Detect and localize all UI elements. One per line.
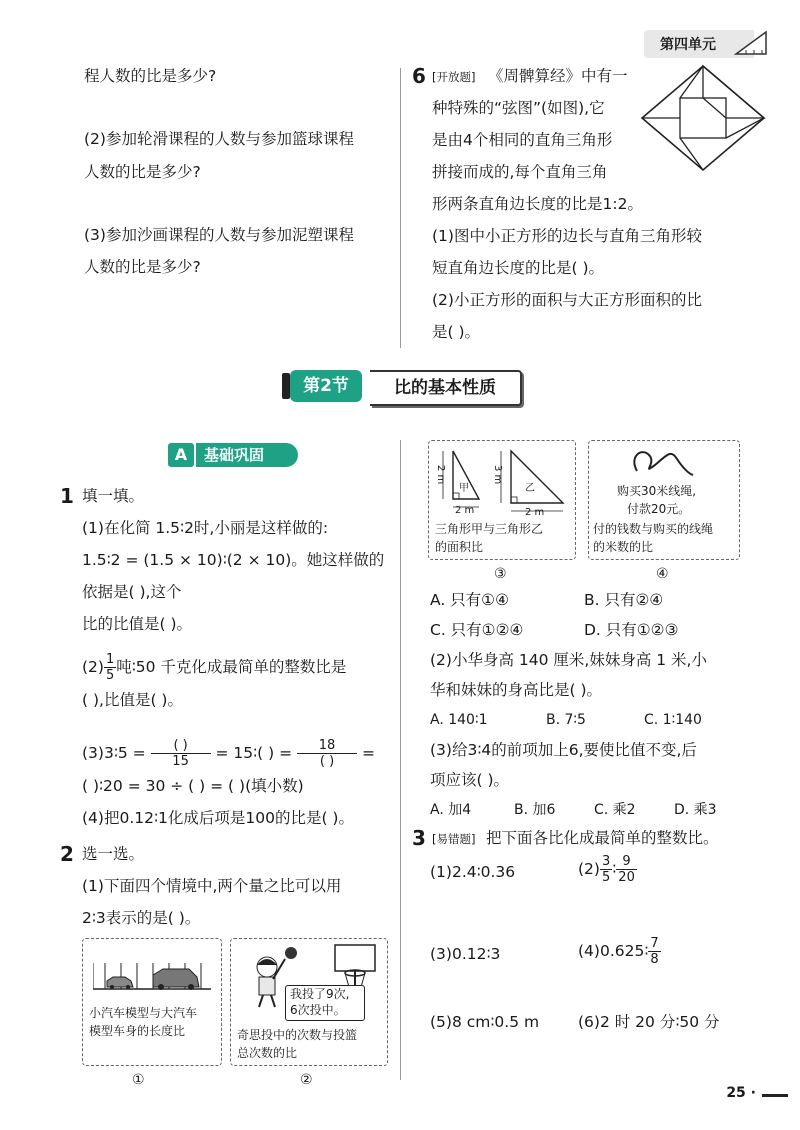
speech-bubble xyxy=(285,985,365,1021)
q6-line-7: 短直角边长度的比是( )。 xyxy=(432,259,605,277)
xiantu-figure xyxy=(640,64,766,172)
q2-b-line-1: (2)小华身高 140 厘米,妹妹身高 1 米,小 xyxy=(430,651,707,669)
speech-line-1: 我投了9次, xyxy=(290,987,350,1001)
q1-c-middle: = 15∶( ) = xyxy=(215,744,293,762)
q6-line-3: 是由4个相同的直角三角形 xyxy=(432,131,613,149)
box4-caption-2: 的米数的比 xyxy=(593,540,654,554)
speech-line-2: 6次投中。 xyxy=(290,1003,346,1017)
question-1-number: 1 xyxy=(60,484,74,508)
q1-c-line-2: ( )∶20 = 30 ÷ ( ) = ( )(填小数) xyxy=(82,777,304,795)
q3-p4-den: 8 xyxy=(650,952,659,967)
q3-part-4-fraction xyxy=(648,936,660,967)
left-text-5: 人数的比是多少? xyxy=(84,258,201,276)
option-box-3 xyxy=(428,440,576,560)
box4-line-2: 付款20元。 xyxy=(627,502,691,516)
q1-a-line-1: (1)在化简 1.5∶2时,小丽是这样做的: xyxy=(82,519,329,537)
q2-1-option-a[interactable]: A. 只有①④ xyxy=(430,591,509,609)
q2-3-option-b[interactable]: B. 加6 xyxy=(514,802,556,818)
q1-c-fraction-2 xyxy=(297,738,357,769)
column-divider-bottom xyxy=(400,440,401,1080)
box3-label-a: 甲 xyxy=(459,483,469,494)
q3-p2-b-num: 9 xyxy=(616,854,637,870)
q3-part-4-prefix: (4)0.625∶ xyxy=(578,942,649,960)
box3-label: ③ xyxy=(494,566,507,582)
q2-title: 选一选。 xyxy=(82,845,145,863)
q2-a-line-1: (1)下面四个情境中,两个量之比可以用 xyxy=(82,877,342,895)
q3-part-3: (3)0.12∶3 xyxy=(430,945,501,963)
page-number-bar xyxy=(762,1094,788,1097)
q3-part-5: (5)8 cm∶0.5 m xyxy=(430,1013,540,1031)
box4-line-1: 购买30米线绳, xyxy=(617,484,697,498)
q2-2-option-c[interactable]: C. 1∶140 xyxy=(644,712,702,728)
q6-line-9: 是( )。 xyxy=(432,323,481,341)
section-title: 比的基本性质 xyxy=(370,370,522,406)
q3-part-4 xyxy=(578,936,661,967)
q3-part-2-prefix: (2) xyxy=(578,860,600,878)
q1-b-numerator: 1 xyxy=(105,652,115,667)
option-box-2 xyxy=(230,938,388,1066)
left-text-1: 程人数的比是多少? xyxy=(84,67,217,85)
ruler-icon xyxy=(734,28,770,58)
box2-caption-1: 奇思投中的次数与投篮 xyxy=(237,1028,358,1042)
option-box-1 xyxy=(82,938,222,1066)
q3-part-6: (6)2 时 20 分∶50 分 xyxy=(578,1013,720,1031)
q3-part-1: (1)2.4∶0.36 xyxy=(430,863,516,881)
q2-1-option-c[interactable]: C. 只有①②④ xyxy=(430,621,524,639)
box4-caption-1: 付的钱数与购买的线绳 xyxy=(593,522,714,536)
box1-caption-1: 小汽车模型与大汽车 xyxy=(89,1006,198,1020)
q3-p2-b-den: 20 xyxy=(618,870,635,885)
subsection-letter: A xyxy=(168,443,194,467)
q1-b-suffix: 吨∶50 千克化成最简单的整数比是 xyxy=(116,658,347,676)
q1-c-fraction-1 xyxy=(151,738,211,769)
q1-c-equals: = xyxy=(362,744,375,762)
q1-c-frac1-num: ( ) xyxy=(151,738,211,754)
box3-dim-1: 2 m xyxy=(435,465,446,485)
q1-b-prefix: (2) xyxy=(82,658,104,676)
box3-caption-1: 三角形甲与三角形乙 xyxy=(435,522,544,536)
q3-p2-a-num: 3 xyxy=(601,854,611,869)
q1-a-line-3: 依据是( ),这个 xyxy=(82,583,182,601)
q3-part-2-fraction-b xyxy=(616,854,637,885)
q6-line-6: (1)图中小正方形的边长与直角三角形较 xyxy=(432,227,702,245)
q1-d-line: (4)把0.12∶1化成后项是100的比是( )。 xyxy=(82,809,354,827)
q3-title: 把下面各比化成最简单的整数比。 xyxy=(486,829,719,847)
section-decoration xyxy=(282,373,290,399)
question-2-number: 2 xyxy=(60,842,74,866)
q1-c-frac1-den: 15 xyxy=(172,754,189,769)
q1-c-line-1 xyxy=(82,738,375,769)
q2-a-line-2: 2∶3表示的是( )。 xyxy=(82,909,201,927)
q2-3-option-c[interactable]: C. 乘2 xyxy=(594,802,636,818)
left-text-3: 人数的比是多少? xyxy=(84,163,201,181)
car-models-illustration xyxy=(93,953,211,993)
box2-caption-2: 总次数的比 xyxy=(237,1046,298,1060)
q6-line-5: 形两条直角边长度的比是1:2。 xyxy=(432,195,643,213)
column-divider-top xyxy=(400,68,401,348)
box3-dim-3: 3 m xyxy=(492,465,503,485)
q2-2-option-a[interactable]: A. 140∶1 xyxy=(430,712,488,728)
q1-title: 填一填。 xyxy=(82,487,145,505)
q2-c-line-2: 项应该( )。 xyxy=(430,771,510,789)
rope-icon xyxy=(627,445,697,481)
q1-c-frac2-num: 18 xyxy=(297,738,357,754)
section-badge: 第2节 xyxy=(290,370,362,402)
left-text-2: (2)参加轮滑课程的人数与参加篮球课程 xyxy=(84,130,354,148)
box3-label-b: 乙 xyxy=(525,483,535,494)
q3-part-2-fraction-a xyxy=(600,854,612,885)
q2-2-option-b[interactable]: B. 7∶5 xyxy=(546,712,586,728)
box2-label: ② xyxy=(300,1072,313,1088)
question-3-number: 3 xyxy=(412,826,426,850)
q3-part-2-colon: ∶ xyxy=(612,860,617,878)
q2-3-option-a[interactable]: A. 加4 xyxy=(430,802,472,818)
option-box-4 xyxy=(588,440,740,560)
box1-label: ① xyxy=(132,1072,145,1088)
box3-dim-2: 2 m xyxy=(455,505,475,516)
q1-a-line-4: 比的比值是( )。 xyxy=(82,615,193,633)
q2-1-option-d[interactable]: D. 只有①②③ xyxy=(584,621,679,639)
q6-line-2: 种特殊的“弦图”(如图),它 xyxy=(432,99,605,117)
q3-part-2 xyxy=(578,854,637,885)
q3-p2-a-den: 5 xyxy=(601,870,611,885)
q3-tag: [易错题] xyxy=(432,832,476,846)
q2-1-option-b[interactable]: B. 只有②④ xyxy=(584,591,664,609)
q2-3-option-d[interactable]: D. 乘3 xyxy=(674,802,717,818)
q6-line-1: 《周髀算经》中有一 xyxy=(488,67,628,85)
question-6-number: 6 xyxy=(412,64,426,88)
subsection-title: 基础巩固 xyxy=(196,443,298,467)
box1-caption-2: 模型车身的长度比 xyxy=(89,1024,186,1038)
q6-tag: [开放题] xyxy=(432,70,476,84)
q2-c-line-1: (3)给3∶4的前项加上6,要使比值不变,后 xyxy=(430,741,697,759)
q3-p4-num: 7 xyxy=(650,936,659,951)
q2-b-line-2: 华和妹妹的身高比是( )。 xyxy=(430,681,603,699)
left-text-4: (3)参加沙画课程的人数与参加泥塑课程 xyxy=(84,226,354,244)
q1-c-frac2-den: ( ) xyxy=(319,754,335,769)
page-number: 25 · xyxy=(726,1085,756,1101)
box3-dim-4: 2 m xyxy=(525,507,545,518)
q6-line-4: 拼接而成的,每个直角三角 xyxy=(432,163,608,181)
box3-caption-2: 的面积比 xyxy=(435,540,484,554)
q1-a-line-2: 1.5∶2 = (1.5 × 10)∶(2 × 10)。她这样做的 xyxy=(82,551,385,569)
q1-c-prefix: (3)3∶5 = xyxy=(82,744,146,762)
q1-b-line-2: ( ),比值是( )。 xyxy=(82,691,183,709)
q1-b-denominator: 5 xyxy=(105,668,115,683)
unit-label: 第四单元 xyxy=(660,37,716,53)
q1-b-line-1 xyxy=(82,652,346,683)
box4-label: ④ xyxy=(656,566,669,582)
q6-line-8: (2)小正方形的面积与大正方形面积的比 xyxy=(432,291,702,309)
q1-b-fraction xyxy=(104,652,116,683)
